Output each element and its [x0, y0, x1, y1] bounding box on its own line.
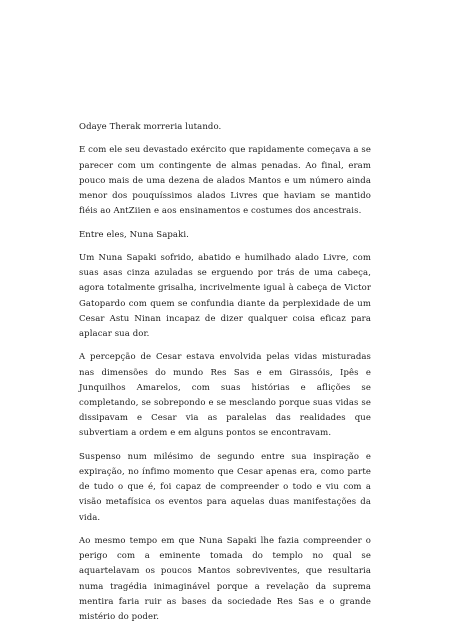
paragraph-2: E com ele seu devastado exército que rapidamente começava a se parecer com um contingente de almas penadas. Ao final, eram pouco mais de uma dezena de alados Mantos e um número ainda menor dos pouquíssimos alados Livres que haviam se mantido fiéis ao AntZiien e aos ensinamentos e costumes dos ancestrais. — [79, 145, 371, 217]
paragraph-1: Odaye Therak morreria lutando. — [79, 122, 222, 132]
body-text — [79, 120, 371, 633]
paragraph-4: Um Nuna Sapaki sofrido, abatido e humilhado alado Livre, com suas asas cinza azuladas se erguendo por trás de uma cabeça, agora totalmente grisalha, incrivelmente igual à cabeça de Victor Gatopardo com quem se confundia diante da perplexidade de um Cesar Astu Ninan incapaz de dizer qualquer coisa eficaz para aplacar sua dor. — [79, 252, 371, 339]
paragraph-7: Ao mesmo tempo em que Nuna Sapaki lhe fazia compreender o perigo com a eminente tomada do templo no qual se aquartelavam os poucos Mantos sobreviventes, que resultaria numa tragédia inimaginável porque a revelação da suprema mentira faria ruir as bases da sociedade Res Sas e o grande mistério do poder. — [79, 536, 371, 623]
paragraph-5: A percepção de Cesar estava envolvida pelas vidas misturadas nas dimensões do mundo Res Sas e em Girassóis, Ipês e Junquilhos Amarelos, com suas histórias e aflições se completando, se sobrepondo e se mesclando porque suas vidas se dissipavam e Cesar via as paralelas das realidades que subvertiam a ordem e em alguns pontos se encontravam. — [79, 352, 371, 439]
paragraph-6: Suspenso num milésimo de segundo entre sua inspiração e expiração, no ínfimo momento que Cesar apenas era, como parte de tudo o que é, foi capaz de compreender o todo e viu com a visão metafísica os eventos para aquelas duas manifestações da vida. — [79, 451, 371, 523]
paragraph-3: Entre eles, Nuna Sapaki. — [79, 229, 189, 240]
